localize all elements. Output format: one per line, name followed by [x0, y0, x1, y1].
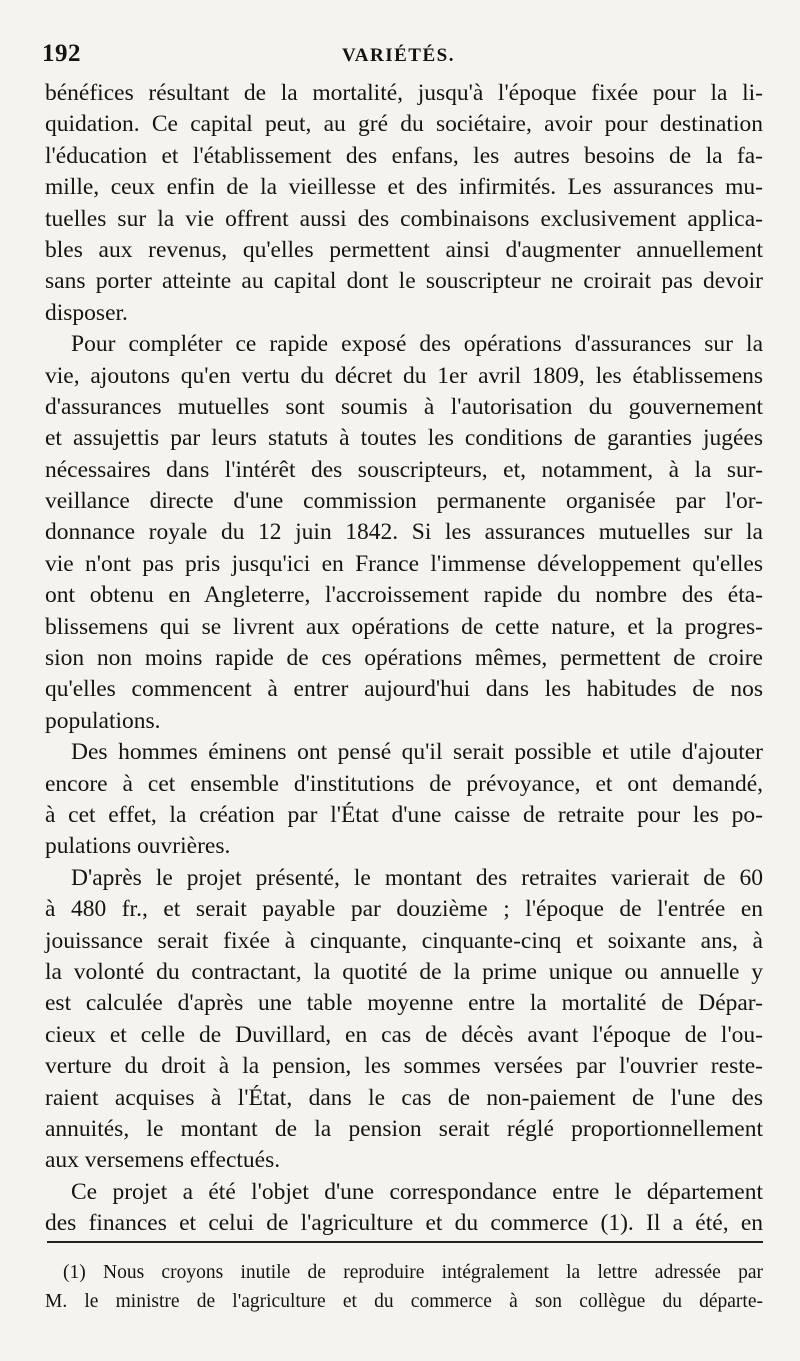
running-title: VARIÉTÉS.	[342, 45, 455, 66]
text-line: Pour compléter ce rapide exposé des opérations d'assurances sur la	[71, 331, 763, 358]
footnotes	[45, 1258, 763, 1316]
text-line: quidation. Ce capital peut, au gré du sociétaire, avoir pour destination	[45, 111, 763, 138]
text-line: jouissance serait fixée à cinquante, cinquante-cinq et soixante ans, à	[45, 927, 763, 954]
text-line: annuités, le montant de la pension serait réglé proportionnellement	[45, 1115, 763, 1142]
text-line: D'après le projet présenté, le montant des retraites varierait de 60	[71, 864, 763, 891]
text-line: et assujettis par leurs statuts à toutes les conditions de garanties jugées	[45, 425, 763, 452]
text-line: encore à cet ensemble d'institutions de prévoyance, et ont demandé,	[45, 770, 763, 797]
text-line: blissemens qui se livrent aux opérations de cette nature, et la progres-	[45, 613, 763, 640]
text-line: donnance royale du 12 juin 1842. Si les assurances mutuelles sur la	[45, 519, 763, 546]
text-line: à cet effet, la création par l'État d'une caisse de retraite pour les po-	[45, 801, 763, 828]
text-line: cieux et celle de Duvillard, en cas de décès avant l'époque de l'ou-	[45, 1021, 763, 1048]
text-line: mille, ceux enfin de la vieillesse et des infirmités. Les assurances mu-	[45, 174, 763, 201]
text-line: à 480 fr., et serait payable par douzième ; l'époque de l'entrée en	[45, 896, 763, 923]
footnote-rule	[47, 1241, 763, 1243]
text-line: sans porter atteinte au capital dont le souscripteur ne croirait pas devoir	[45, 268, 763, 295]
text-line: d'assurances mutuelles sont soumis à l'autorisation du gouvernement	[45, 393, 763, 420]
text-line: la volonté du contractant, la quotité de la prime unique ou annuelle y	[45, 958, 763, 985]
text-line: Ce projet a été l'objet d'une correspondance entre le département	[71, 1178, 763, 1205]
text-line: des finances et celui de l'agriculture et du commerce (1). Il a été, en	[45, 1210, 763, 1237]
text-line: vie, ajoutons qu'en vertu du décret du 1er avril 1809, les établissemens	[45, 362, 763, 389]
text-line: disposer.	[45, 299, 128, 326]
text-line: est calculée d'après une table moyenne entre la mortalité de Dépar-	[45, 990, 763, 1017]
page-number: 192	[42, 40, 81, 67]
text-line: pulations ouvrières.	[45, 833, 231, 860]
text-line: Des hommes éminens ont pensé qu'il serait possible et utile d'ajouter	[71, 739, 763, 766]
text-line: verture du droit à la pension, les sommes versées par l'ouvrier reste-	[45, 1053, 763, 1080]
text-line: bénéfices résultant de la mortalité, jusqu'à l'époque fixée pour la li-	[45, 80, 763, 106]
text-line: populations.	[45, 707, 161, 734]
text-line: raient acquises à l'État, dans le cas de non-paiement de l'une des	[45, 1084, 763, 1111]
footnote-line: M. le ministre de l'agriculture et du commerce à son collègue du départe-	[45, 1291, 763, 1312]
text-line: ont obtenu en Angleterre, l'accroissement rapide du nombre des éta-	[45, 582, 763, 609]
body-text	[45, 78, 763, 1239]
text-line: sion non moins rapide de ces opérations mêmes, permettent de croire	[45, 645, 763, 672]
text-line: l'éducation et l'établissement des enfans, les autres besoins de la fa-	[45, 142, 763, 169]
text-line: bles aux revenus, qu'elles permettent ainsi d'augmenter annuellement	[45, 236, 763, 263]
text-line: tuelles sur la vie offrent aussi des combinaisons exclusivement applica-	[45, 205, 763, 232]
running-head	[42, 40, 760, 76]
text-line: vie n'ont pas pris jusqu'ici en France l'immense développement qu'elles	[45, 550, 763, 577]
text-line: aux versemens effectués.	[45, 1147, 281, 1174]
text-line: qu'elles commencent à entrer aujourd'hui dans les habitudes de nos	[45, 676, 763, 703]
text-line: nécessaires dans l'intérêt des souscripteurs, et, notamment, à la sur-	[45, 456, 763, 483]
footnote-line: (1) Nous croyons inutile de reproduire intégralement la lettre adressée par	[63, 1262, 763, 1283]
text-line: veillance directe d'une commission permanente organisée par l'or-	[45, 488, 763, 515]
